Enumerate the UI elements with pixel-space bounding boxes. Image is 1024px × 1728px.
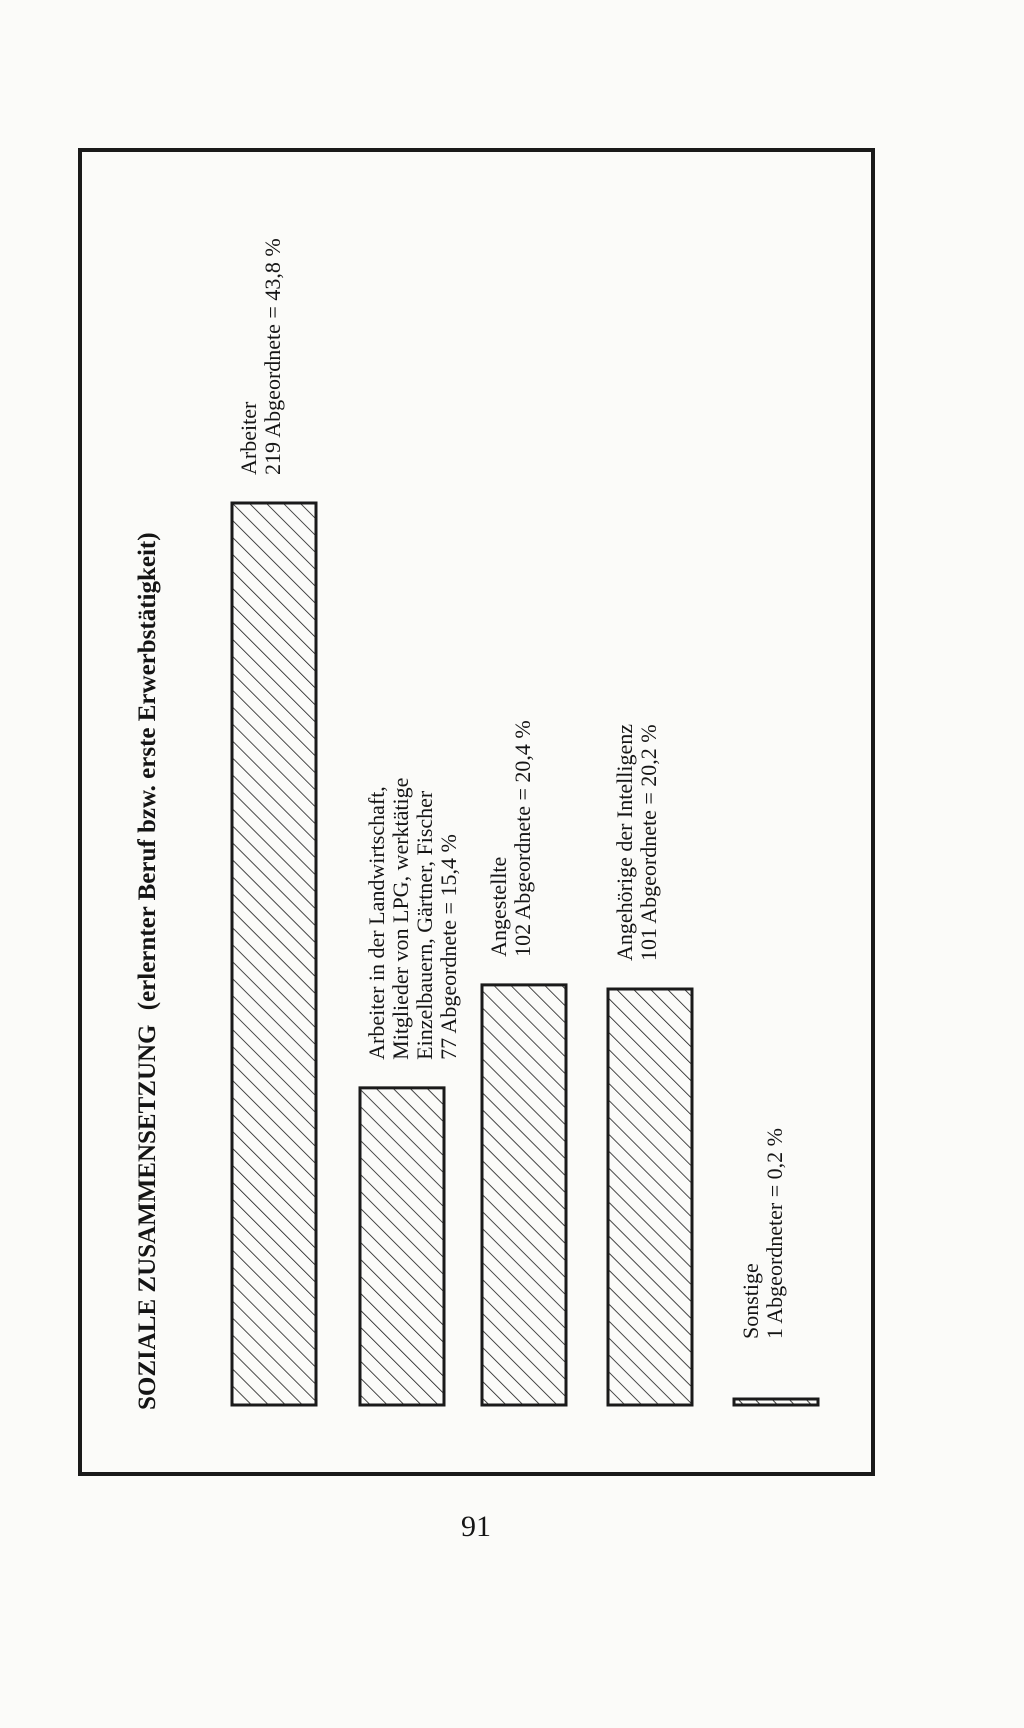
bar-label-3 <box>486 720 535 957</box>
chart-title-main: SOZIALE ZUSAMMENSETZUNG <box>134 1024 161 1410</box>
bar-label-1 <box>236 238 285 475</box>
bar-label-2 <box>364 778 461 1060</box>
bar-label-5-line-2: 1 Abgeordneter = 0,2 % <box>762 1128 787 1339</box>
bar-label-4-line-1: Angehörige der Intelligenz <box>612 723 637 962</box>
bar-label-5 <box>738 1128 787 1339</box>
bar-label-4 <box>612 724 661 961</box>
bar-label-4-line-2: 101 Abgeordnete = 20,2 % <box>636 724 661 962</box>
chart-subtitle: (erlernter Beruf bzw. erste Erwerbstätigkeit) <box>134 532 161 1011</box>
bar-3 <box>482 985 566 1405</box>
bar-1 <box>232 503 316 1405</box>
bar-label-5-line-1: Sonstige <box>738 1263 763 1339</box>
bar-4 <box>608 989 692 1405</box>
bar-label-2-line-3: Einzelbauern, Gärtner, Fischer <box>412 790 437 1060</box>
bar-label-1-line-2: 219 Abgeordnete = 43,8 % <box>260 238 285 475</box>
chart-title <box>134 532 161 1410</box>
bar-label-2-line-1: Arbeiter in der Landwirtschaft, <box>364 786 389 1060</box>
bar-label-3-line-1: Angestellte <box>486 856 511 957</box>
bar-label-2-line-2: Mitglieder von LPG, werktätige <box>388 777 413 1060</box>
page-number: 91 <box>461 1510 491 1543</box>
bar-label-3-line-2: 102 Abgeordnete = 20,4 % <box>510 720 535 957</box>
bar-label-2-line-4: 77 Abgeordnete = 15,4 % <box>436 834 461 1060</box>
bar-5 <box>734 1399 818 1405</box>
bar-2 <box>360 1088 444 1405</box>
bar-label-1-line-1: Arbeiter <box>236 401 261 475</box>
